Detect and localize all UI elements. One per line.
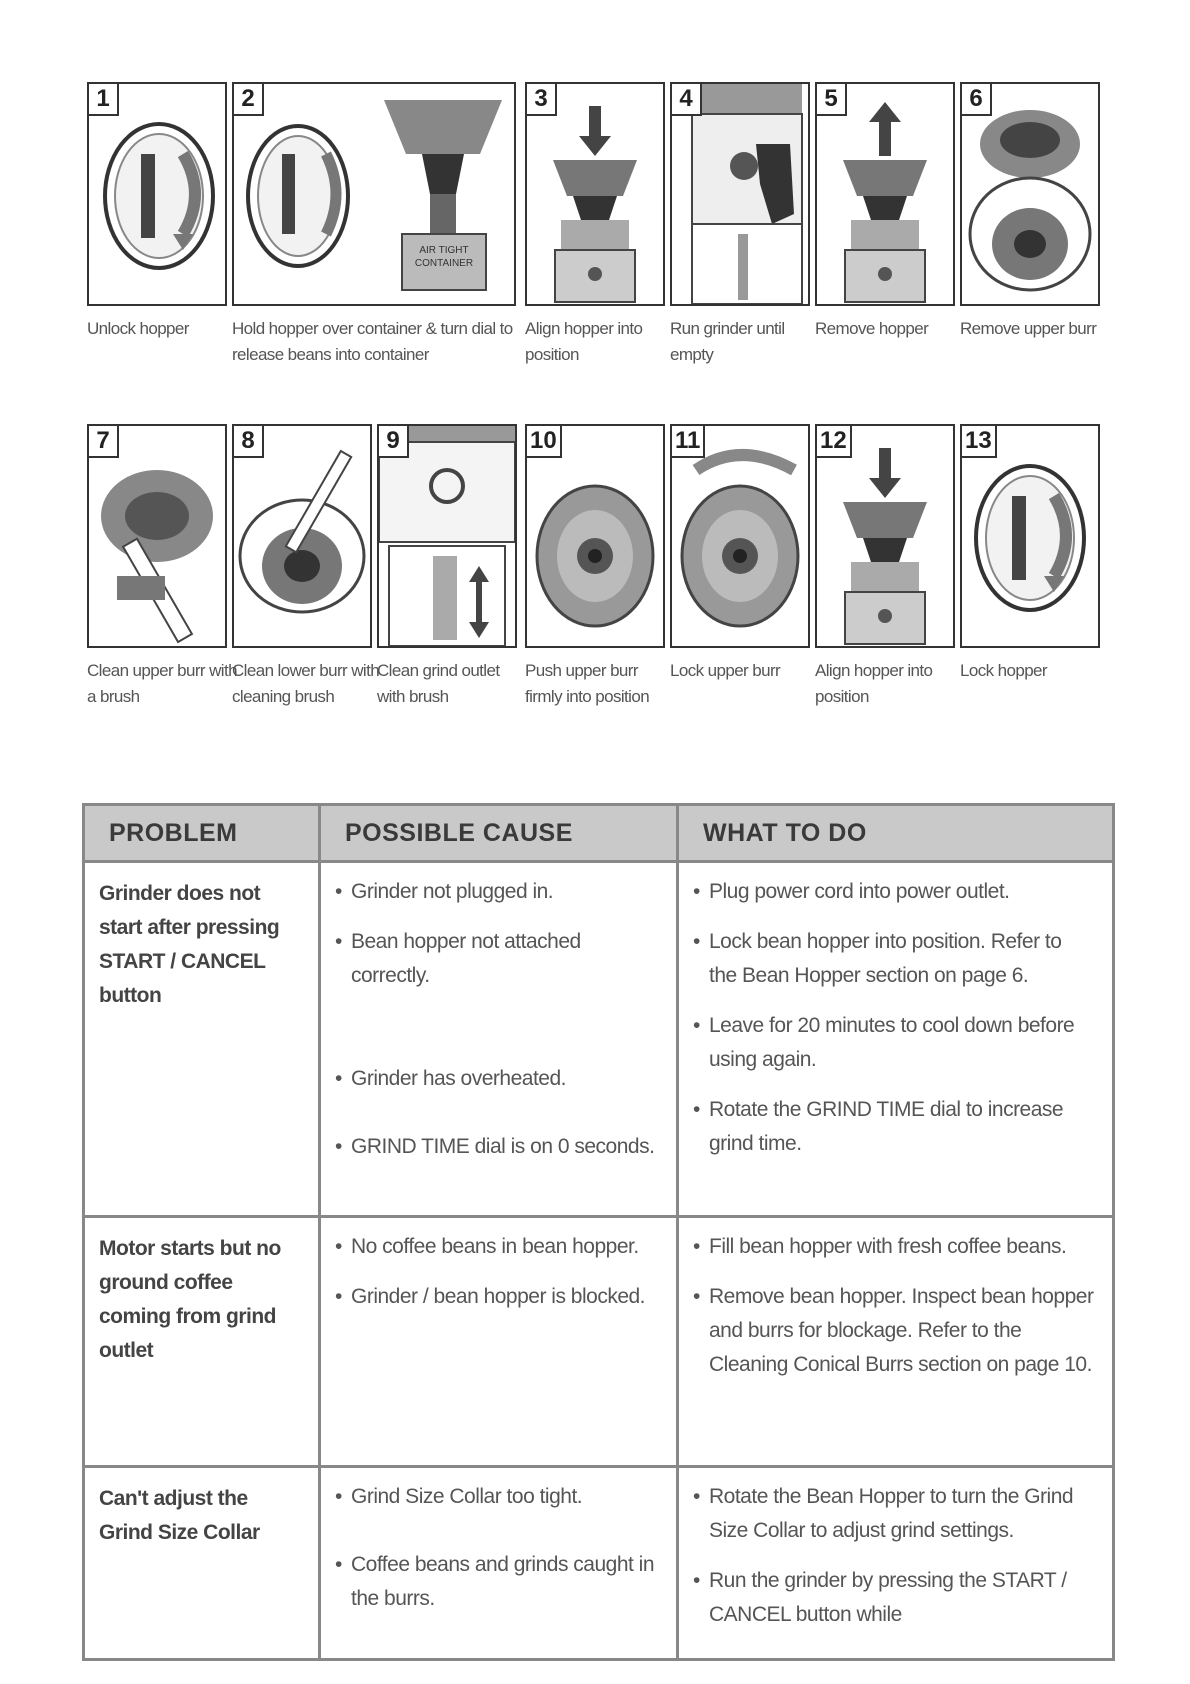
step-number: 13 xyxy=(962,426,997,458)
step-caption: Align hopper into position xyxy=(525,319,643,364)
cause-item: • Grinder has overheated. xyxy=(335,1067,566,1090)
step-caption: Lock upper burr xyxy=(670,661,781,680)
step-12 xyxy=(815,424,955,710)
step-number: 10 xyxy=(527,426,562,458)
action-item: • Remove bean hopper. Inspect bean hopper and burrs for blockage. Refer to the Cleaning Conical Burrs section on page 10. xyxy=(693,1285,1094,1376)
step-caption: Push upper burr firmly into position xyxy=(525,661,650,706)
cause-item: • Coffee beans and grinds caught in the burrs. xyxy=(335,1553,655,1610)
align-hopper-icon xyxy=(817,426,953,646)
step-9 xyxy=(377,424,517,710)
release-beans-icon xyxy=(234,84,514,304)
action-item: • Rotate the GRIND TIME dial to increase grind time. xyxy=(693,1098,1064,1155)
header-possible-cause: POSSIBLE CAUSE xyxy=(320,805,678,862)
table-header-row xyxy=(84,805,1114,862)
step-2 xyxy=(232,82,513,368)
cause-item: • Grinder / bean hopper is blocked. xyxy=(335,1285,646,1308)
cause-item: • Bean hopper not attached correctly. xyxy=(335,930,581,987)
table-row xyxy=(84,1467,1114,1660)
action-cell xyxy=(678,1217,1114,1467)
brush-upper-burr-icon xyxy=(89,426,225,646)
run-grinder-icon xyxy=(672,84,808,304)
align-hopper-icon xyxy=(527,84,663,304)
cause-cell xyxy=(320,1467,678,1660)
step-number: 4 xyxy=(672,84,702,116)
lock-dial-icon xyxy=(962,426,1098,646)
action-cell xyxy=(678,862,1114,1217)
push-burr-icon xyxy=(527,426,663,646)
step-caption: Clean upper burr with a brush xyxy=(87,661,237,706)
step-number: 1 xyxy=(89,84,119,116)
lock-burr-icon xyxy=(672,426,808,646)
container-label: AIR TIGHT CONTAINER xyxy=(414,245,474,269)
action-item: • Lock bean hopper into position. Refer to the Bean Hopper section on page 6. xyxy=(693,930,1062,987)
step-caption: Hold hopper over container & turn dial to release beans into container xyxy=(232,319,513,364)
step-number: 8 xyxy=(234,426,264,458)
step-3 xyxy=(525,82,665,368)
brush-lower-burr-icon xyxy=(234,426,370,646)
table-row xyxy=(84,862,1114,1217)
cause-item: • No coffee beans in bean hopper. xyxy=(335,1235,639,1258)
step-number: 2 xyxy=(234,84,264,116)
step-5 xyxy=(815,82,955,342)
step-1 xyxy=(87,82,227,342)
step-10 xyxy=(525,424,665,710)
problem-cell: Can't adjust the Grind Size Collar xyxy=(84,1467,320,1660)
cause-item: • Grinder not plugged in. xyxy=(335,880,554,903)
step-number: 7 xyxy=(89,426,119,458)
step-number: 6 xyxy=(962,84,992,116)
problem-cell: Motor starts but no ground coffee coming from grind outlet xyxy=(84,1217,320,1467)
action-item: • Leave for 20 minutes to cool down before using again. xyxy=(693,1014,1075,1071)
action-item: • Run the grinder by pressing the START / CANCEL button while xyxy=(693,1569,1067,1626)
header-problem: PROBLEM xyxy=(84,805,320,862)
cause-item: • GRIND TIME dial is on 0 seconds. xyxy=(335,1135,655,1158)
remove-hopper-icon xyxy=(817,84,953,304)
step-6 xyxy=(960,82,1100,342)
step-number: 11 xyxy=(672,426,705,458)
step-number: 12 xyxy=(817,426,852,458)
action-cell xyxy=(678,1467,1114,1660)
remove-burr-icon xyxy=(962,84,1098,304)
step-4 xyxy=(670,82,810,368)
step-caption: Clean lower burr with cleaning brush xyxy=(232,661,380,706)
action-item: • Rotate the Bean Hopper to turn the Grind Size Collar to adjust grind settings. xyxy=(693,1485,1074,1542)
step-caption: Remove hopper xyxy=(815,319,929,338)
step-caption: Run grinder until empty xyxy=(670,319,785,364)
header-what-to-do: WHAT TO DO xyxy=(678,805,1114,862)
table-row xyxy=(84,1217,1114,1467)
step-number: 3 xyxy=(527,84,557,116)
step-caption: Lock hopper xyxy=(960,661,1047,680)
cause-item: • Grind Size Collar too tight. xyxy=(335,1485,583,1508)
step-caption: Align hopper into position xyxy=(815,661,933,706)
troubleshooting-table xyxy=(82,803,1115,1661)
cause-cell xyxy=(320,1217,678,1467)
unlock-dial-icon xyxy=(89,84,225,304)
step-8 xyxy=(232,424,380,710)
step-caption: Clean grind outlet with brush xyxy=(377,661,500,706)
step-7 xyxy=(87,424,237,710)
action-item: • Fill bean hopper with fresh coffee beans. xyxy=(693,1235,1067,1258)
problem-cell: Grinder does not start after pressing START / CANCEL button xyxy=(84,862,320,1217)
step-number: 9 xyxy=(379,426,409,458)
step-11 xyxy=(670,424,810,684)
step-number: 5 xyxy=(817,84,847,116)
step-caption: Unlock hopper xyxy=(87,319,189,338)
action-item: • Plug power cord into power outlet. xyxy=(693,880,1010,903)
step-caption: Remove upper burr xyxy=(960,319,1097,338)
clean-outlet-icon xyxy=(379,426,515,646)
cause-cell xyxy=(320,862,678,1217)
step-13 xyxy=(960,424,1100,684)
